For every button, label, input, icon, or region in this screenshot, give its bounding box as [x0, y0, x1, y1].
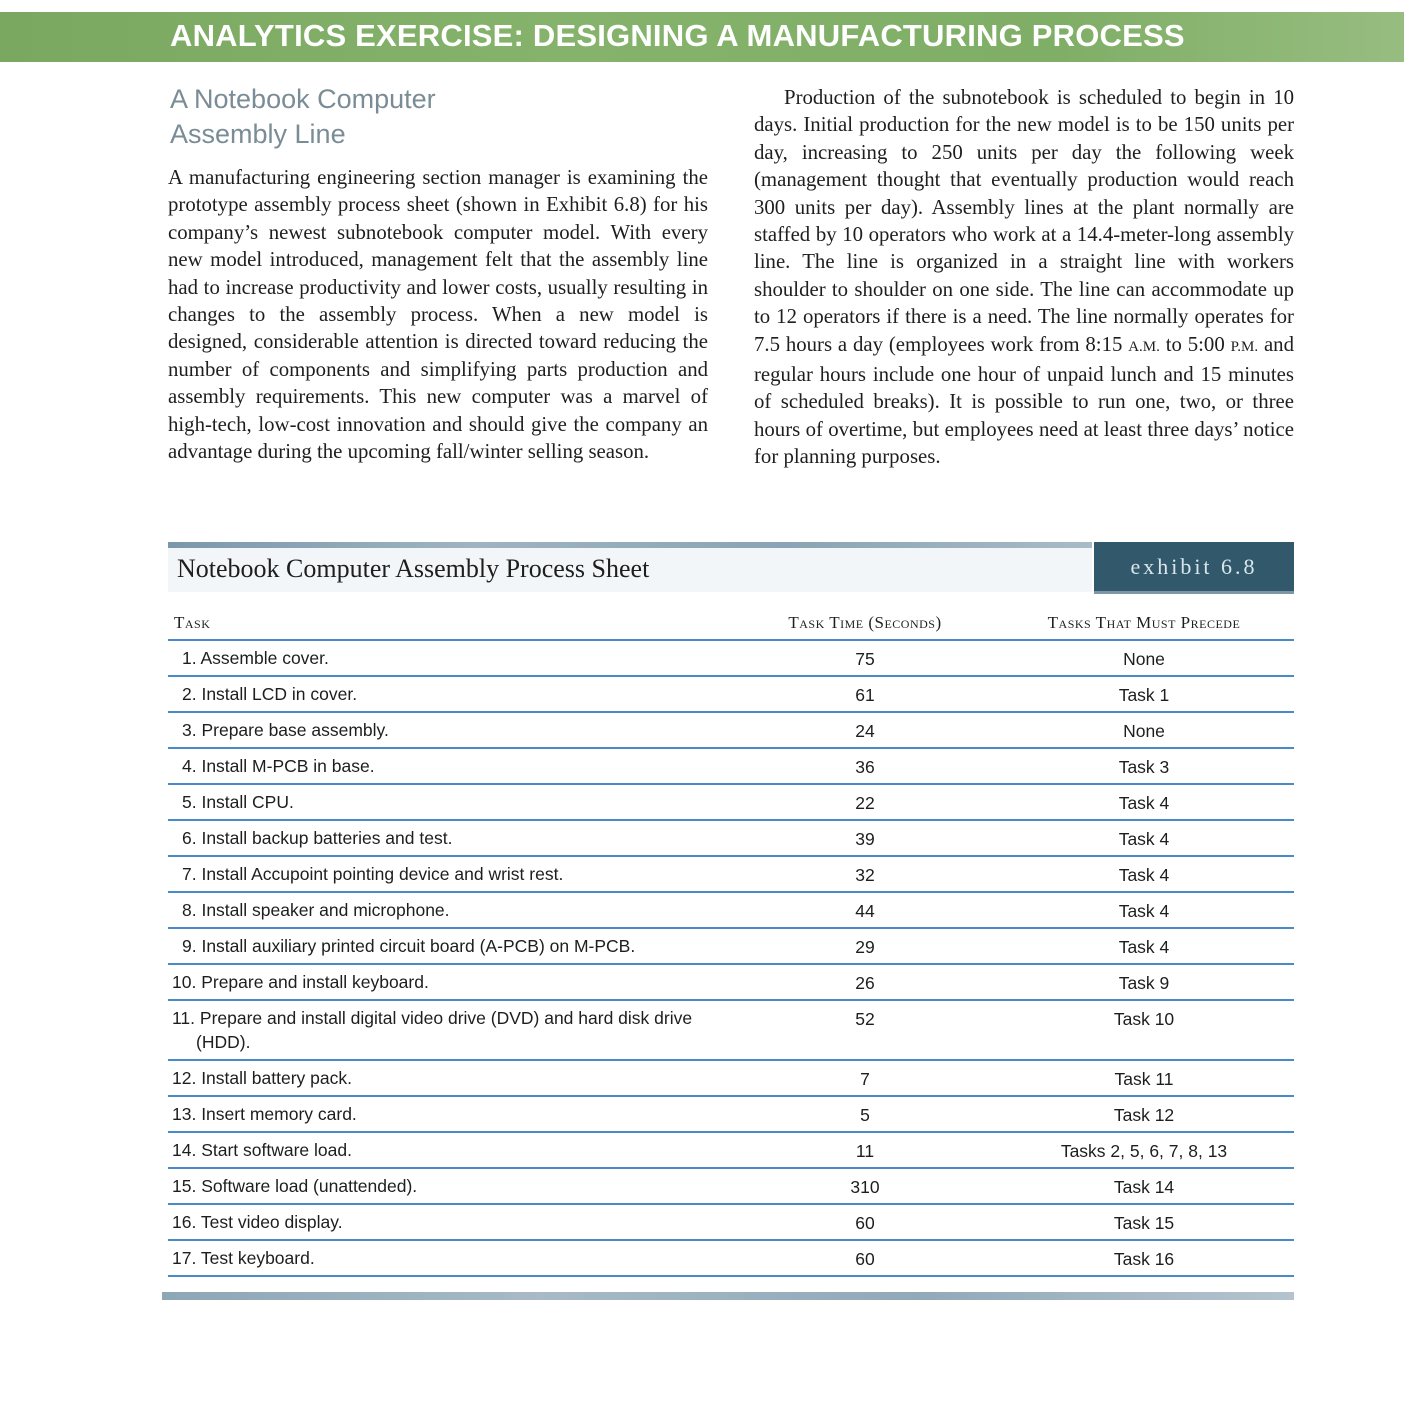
table-row	[168, 677, 1294, 713]
task-cell: 17. Test keyboard.	[172, 1248, 315, 1268]
time-cell: 60	[855, 1249, 875, 1269]
task-cell: 3. Prepare base assembly.	[182, 720, 389, 740]
precede-cell: Task 11	[1114, 1069, 1174, 1089]
subtitle-line-1: A Notebook Computer	[170, 84, 436, 114]
article-subtitle	[170, 82, 570, 152]
task-cell: 8. Install speaker and microphone.	[182, 900, 450, 920]
time-cell: 60	[855, 1213, 875, 1233]
time-cell: 26	[855, 973, 875, 993]
precede-cell: Task 4	[1118, 901, 1170, 921]
precede-cell: Task 15	[1113, 1213, 1175, 1233]
task-cell: 6. Install backup batteries and test.	[182, 828, 453, 848]
time-cell: 36	[855, 757, 875, 777]
section-banner	[0, 12, 1404, 62]
time-cell: 24	[855, 721, 875, 741]
task-cell: 11. Prepare and install digital video drive (DVD) and hard disk drive (HDD).	[172, 1008, 693, 1052]
time-cell: 32	[855, 865, 875, 885]
time-cell: 7	[860, 1069, 870, 1089]
paragraph-left: A manufacturing engineering section manager is examining the prototype assembly process sheet (shown in Exhibit 6.8) for his company’s newest subnotebook computer model. With every new model introduced, management felt that the assembly line had to increase productivity and lower costs, usually resulting in changes to the assembly process. When a new model is designed, considerable attention is directed toward reducing the number of components and simplifying parts production and assembly requirements. This new computer was a marvel of high-tech, low-cost innovation and should give the company an advantage during the upcoming fall/winter selling season.	[168, 166, 708, 464]
paragraph-right-part-a: Production of the subnotebook is scheduled to begin in 10 days. Initial production for the new model is to be 150 units per day, increasing to 250 units per day the following week (management thought that eventually production would reach 300 units per day). Assembly lines at the plant normally are staffed by 10 operators who work at a 14.4-meter-long assembly line. The line is organized in a straight line with workers shoulder to shoulder on one side. The line can accommodate up to 12 operators if there is a need. The line normally operates for 7.5 hours a day (employees work from 8:15	[754, 86, 1294, 356]
time-cell: 310	[850, 1177, 880, 1197]
table-row	[168, 1169, 1294, 1205]
table-row	[168, 893, 1294, 929]
paragraph-right-part-c: and regular hours include one hour of unpaid lunch and 15 minutes of scheduled breaks). It is possible to run one, two, or three hours of overtime, but employees need at least three days’ notice for planning purposes.	[754, 332, 1294, 469]
exhibit-bottom-rule	[162, 1292, 1294, 1300]
table-row	[168, 1061, 1294, 1097]
precede-cell: Task 9	[1118, 973, 1170, 993]
table-row	[168, 821, 1294, 857]
table-row	[168, 1097, 1294, 1133]
precede-cell: Task 12	[1113, 1105, 1175, 1125]
precede-cell: Task 1	[1118, 685, 1170, 705]
task-cell: 16. Test video display.	[172, 1212, 343, 1232]
precede-cell: Task 16	[1113, 1249, 1175, 1269]
task-cell: 7. Install Accupoint pointing device and wrist rest.	[182, 864, 564, 884]
precede-cell: None	[1123, 721, 1165, 741]
task-cell: 9. Install auxiliary printed circuit board (A-PCB) on M-PCB.	[182, 936, 636, 956]
table-row	[168, 1241, 1294, 1277]
time-cell: 5	[860, 1105, 870, 1125]
subtitle-line-2: Assembly Line	[170, 119, 346, 149]
precede-cell: Task 3	[1118, 757, 1170, 777]
table-row	[168, 641, 1294, 677]
table-row	[168, 1205, 1294, 1241]
precede-cell: Task 14	[1113, 1177, 1175, 1197]
task-cell: 4. Install M-PCB in base.	[182, 756, 375, 776]
task-cell: 5. Install CPU.	[182, 792, 294, 812]
task-cell: 1. Assemble cover.	[182, 648, 329, 668]
table-row	[168, 749, 1294, 785]
table-row	[168, 929, 1294, 965]
exhibit-title: Notebook Computer Assembly Process Sheet	[177, 554, 650, 583]
time-am: A.M.	[1128, 338, 1160, 355]
table-row	[168, 1001, 1294, 1061]
time-cell: 11	[855, 1141, 875, 1161]
paragraph-right-part-b: to 5:00	[1165, 332, 1225, 356]
paragraph-right	[754, 84, 1294, 471]
precede-cell: None	[1123, 649, 1165, 669]
task-cell: 14. Start software load.	[172, 1140, 352, 1160]
time-cell: 29	[855, 937, 875, 957]
task-cell: 15. Software load (unattended).	[172, 1176, 418, 1196]
banner-title: ANALYTICS EXERCISE: DESIGNING A MANUFACTURING PROCESS	[170, 18, 1185, 53]
time-cell: 75	[855, 649, 875, 669]
precede-cell: Task 4	[1118, 829, 1170, 849]
time-cell: 39	[855, 829, 875, 849]
table-row	[168, 965, 1294, 1001]
precede-cell: Task 4	[1118, 865, 1170, 885]
task-cell: 12. Install battery pack.	[172, 1068, 352, 1088]
task-cell: 10. Prepare and install keyboard.	[172, 972, 429, 992]
column-header-precede: Tasks That Must Precede	[1047, 613, 1241, 632]
precede-cell: Tasks 2, 5, 6, 7, 8, 13	[1060, 1141, 1228, 1161]
time-cell: 44	[855, 901, 875, 921]
precede-cell: Task 4	[1118, 937, 1170, 957]
process-table	[168, 641, 1294, 1277]
column-header-task: Task	[174, 613, 211, 632]
table-row	[168, 785, 1294, 821]
time-cell: 61	[855, 685, 875, 705]
column-header-time: Task Time (Seconds)	[788, 613, 942, 632]
table-row	[168, 857, 1294, 893]
task-cell: 13. Insert memory card.	[172, 1104, 357, 1124]
precede-cell: Task 10	[1113, 1009, 1175, 1029]
time-cell: 52	[855, 1009, 875, 1029]
time-cell: 22	[855, 793, 875, 813]
time-pm: P.M.	[1230, 338, 1259, 355]
task-cell: 2. Install LCD in cover.	[182, 684, 358, 704]
table-row	[168, 713, 1294, 749]
table-row	[168, 1133, 1294, 1169]
exhibit-badge: exhibit 6.8	[1094, 542, 1294, 594]
precede-cell: Task 4	[1118, 793, 1170, 813]
